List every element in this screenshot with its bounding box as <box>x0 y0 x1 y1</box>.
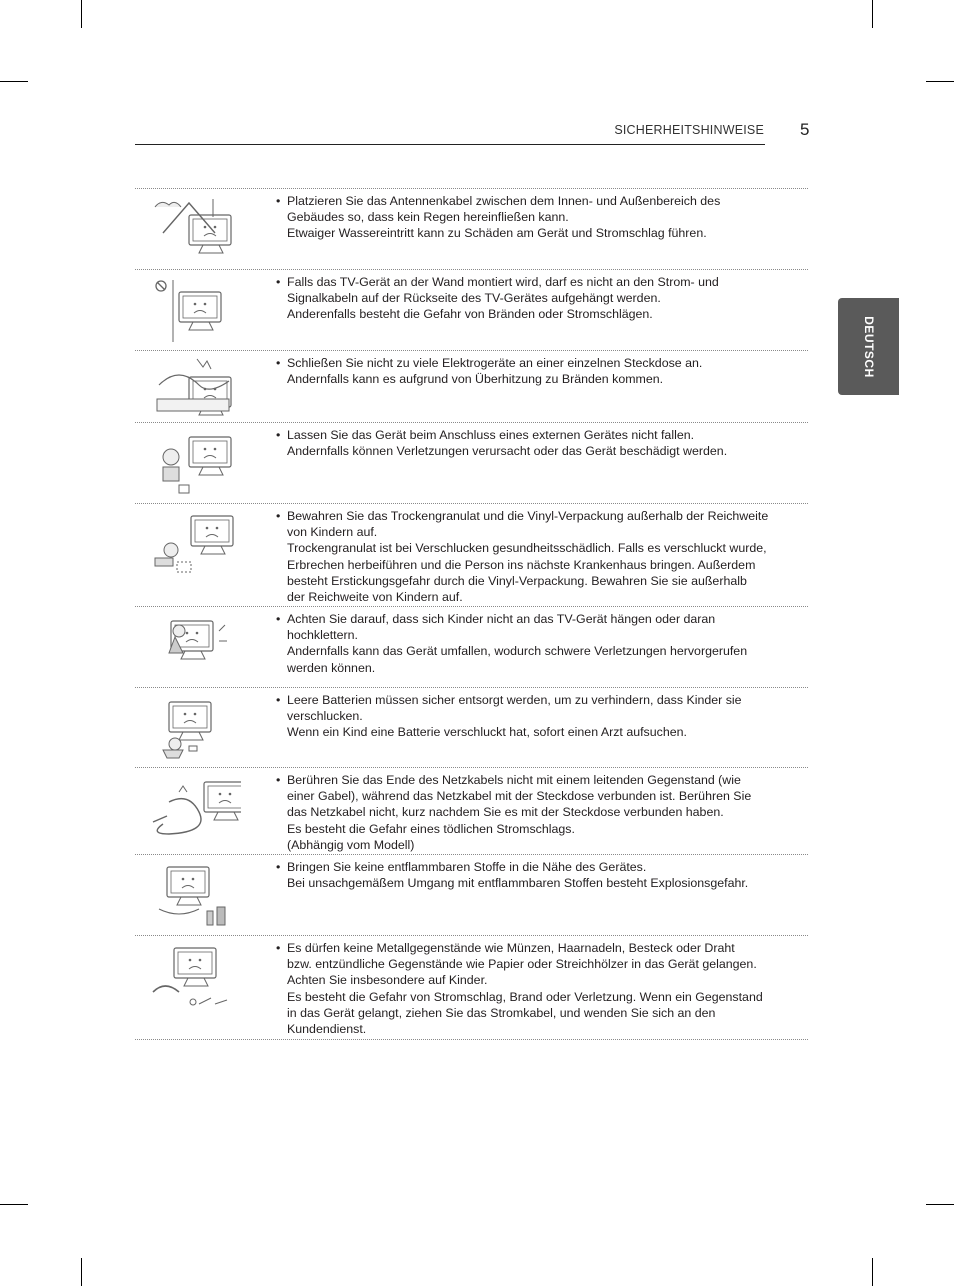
safety-item-line: Andernfalls können Verletzungen verursacht oder das Gerät beschädigt werden. <box>287 444 728 459</box>
safety-item-line: Etwaiger Wassereintritt kann zu Schäden am Gerät und Stromschlag führen. <box>287 226 707 241</box>
child-desiccant-packaging-icon <box>149 508 241 580</box>
safety-item <box>135 687 808 768</box>
safety-item <box>135 606 808 688</box>
crop-mark <box>0 1204 28 1205</box>
safety-item <box>135 503 808 607</box>
power-cord-metal-object-icon <box>149 772 241 844</box>
safety-item-line: Wenn ein Kind eine Batterie verschluckt hat, sofort einen Arzt aufsuchen. <box>287 725 687 740</box>
safety-item <box>135 935 808 1040</box>
safety-item-line: • Bewahren Sie das Trockengranulat und die Vinyl-Verpackung außerhalb der Reichweite <box>275 508 805 524</box>
safety-item-text <box>275 508 805 605</box>
safety-item-line: werden können. <box>287 660 376 675</box>
safety-item-line: Es besteht die Gefahr eines tödlichen Stromschlags. <box>287 821 575 836</box>
language-tab[interactable] <box>838 298 899 395</box>
safety-item-line: Achten Sie insbesondere auf Kinder. <box>287 973 488 988</box>
safety-item-line: das Netzkabel nicht, kurz nachdem Sie es mit der Steckdose verbunden haben. <box>287 805 724 820</box>
crop-mark <box>926 81 954 82</box>
safety-item-line: (Abhängig vom Modell) <box>287 837 415 852</box>
safety-item-text <box>275 772 805 853</box>
safety-item-line: einer Gabel), während das Netzkabel mit der Steckdose verbunden ist. Berühren Sie <box>287 789 752 804</box>
safety-item-line: besteht Erstickungsgefahr durch die Vinyl-Verpackung. Bewahren Sie sie außerhalb <box>287 573 747 588</box>
safety-item-line: in das Gerät gelangt, ziehen Sie das Stromkabel, und wenden Sie sich an den <box>287 1005 716 1020</box>
safety-item <box>135 350 808 423</box>
safety-item-line: Gebäudes so, dass kein Regen hereinfließen kann. <box>287 210 569 225</box>
safety-item-line: Erbrechen herbeiführen und die Person ins nächste Krankenhaus bringen. Außerdem <box>287 557 756 572</box>
safety-item-line: • Schließen Sie nicht zu viele Elektrogeräte an einer einzelnen Steckdose an. <box>275 355 805 371</box>
safety-item-line: hochklettern. <box>287 628 358 643</box>
safety-item-text <box>275 692 805 741</box>
crop-mark <box>81 1258 82 1286</box>
safety-item-line: von Kindern auf. <box>287 525 378 540</box>
safety-item-line: • Lassen Sie das Gerät beim Anschluss eines externen Gerätes nicht fallen. <box>275 427 805 443</box>
safety-item-line: Signalkabeln auf der Rückseite des TV-Gerätes aufgehängt werden. <box>287 291 661 306</box>
safety-item-line: der Reichweite von Kindern auf. <box>287 590 463 605</box>
crop-mark <box>0 81 28 82</box>
safety-item <box>135 767 808 855</box>
metal-objects-into-tv-icon <box>149 940 241 1012</box>
safety-item-line: • Platzieren Sie das Antennenkabel zwischen dem Innen- und Außenbereich des <box>275 193 805 209</box>
page-number: 5 <box>800 120 810 139</box>
safety-item-text <box>275 427 805 459</box>
crop-mark <box>872 0 873 28</box>
safety-item <box>135 188 808 270</box>
safety-item-text <box>275 193 805 242</box>
safety-item-line: Kundendienst. <box>287 1022 367 1037</box>
safety-item-line: • Leere Batterien müssen sicher entsorgt werden, um zu verhindern, dass Kinder sie <box>275 692 805 708</box>
safety-item-line: • Berühren Sie das Ende des Netzkabels nicht mit einem leitenden Gegenstand (wie <box>275 772 805 788</box>
safety-item-line: • Achten Sie darauf, dass sich Kinder nicht an das TV-Gerät hängen oder daran <box>275 611 805 627</box>
crop-mark <box>926 1204 954 1205</box>
safety-item-text <box>275 940 805 1037</box>
safety-item-line: Trockengranulat ist bei Verschlucken gesundheitsschädlich. Falls es verschluckt wurde, <box>287 541 767 556</box>
safety-item-text <box>275 355 805 387</box>
safety-item-line: Anderenfalls besteht die Gefahr von Bränden oder Stromschlägen. <box>287 307 653 322</box>
safety-item-line: • Falls das TV-Gerät an der Wand montiert wird, darf es nicht an den Strom- und <box>275 274 805 290</box>
child-climbing-tv-icon <box>149 611 241 683</box>
safety-item-line: • Es dürfen keine Metallgegenstände wie Münzen, Haarnadeln, Besteck oder Draht <box>275 940 805 956</box>
safety-item-text <box>275 274 805 323</box>
safety-item-text <box>275 611 805 676</box>
safety-item-line: Es besteht die Gefahr von Stromschlag, Brand oder Verletzung. Wenn ein Gegenstand <box>287 989 763 1004</box>
falling-tv-device-icon <box>149 427 241 499</box>
safety-item-line: verschlucken. <box>287 709 363 724</box>
flammable-substances-tv-icon <box>149 859 241 931</box>
crop-mark <box>81 0 82 28</box>
safety-item <box>135 854 808 936</box>
safety-item <box>135 422 808 504</box>
overloaded-power-strip-icon <box>149 355 241 427</box>
safety-item-text <box>275 859 805 891</box>
language-tab-label: DEUTSCH <box>861 315 876 378</box>
safety-item-line: Andernfalls kann es aufgrund von Überhitzung zu Bränden kommen. <box>287 372 664 387</box>
wall-mounted-tv-cables-icon <box>149 274 241 346</box>
child-swallowing-battery-icon <box>149 692 241 764</box>
safety-item-line: bzw. entzündliche Gegenstände wie Papier oder Streichhölzer in das Gerät gelangen. <box>287 957 757 972</box>
safety-item-line: Andernfalls kann das Gerät umfallen, wodurch schwere Verletzungen hervorgerufen <box>287 644 748 659</box>
safety-item-line: • Bringen Sie keine entflammbaren Stoffe in die Nähe des Gerätes. <box>275 859 805 875</box>
safety-item-line: Bei unsachgemäßem Umgang mit entflammbaren Stoffen besteht Explosionsgefahr. <box>287 876 749 891</box>
section-title: SICHERHEITSHINWEISE <box>614 123 764 137</box>
antenna-cable-house-icon <box>149 193 241 265</box>
crop-mark <box>872 1258 873 1286</box>
header-divider <box>135 144 765 145</box>
safety-item <box>135 269 808 351</box>
